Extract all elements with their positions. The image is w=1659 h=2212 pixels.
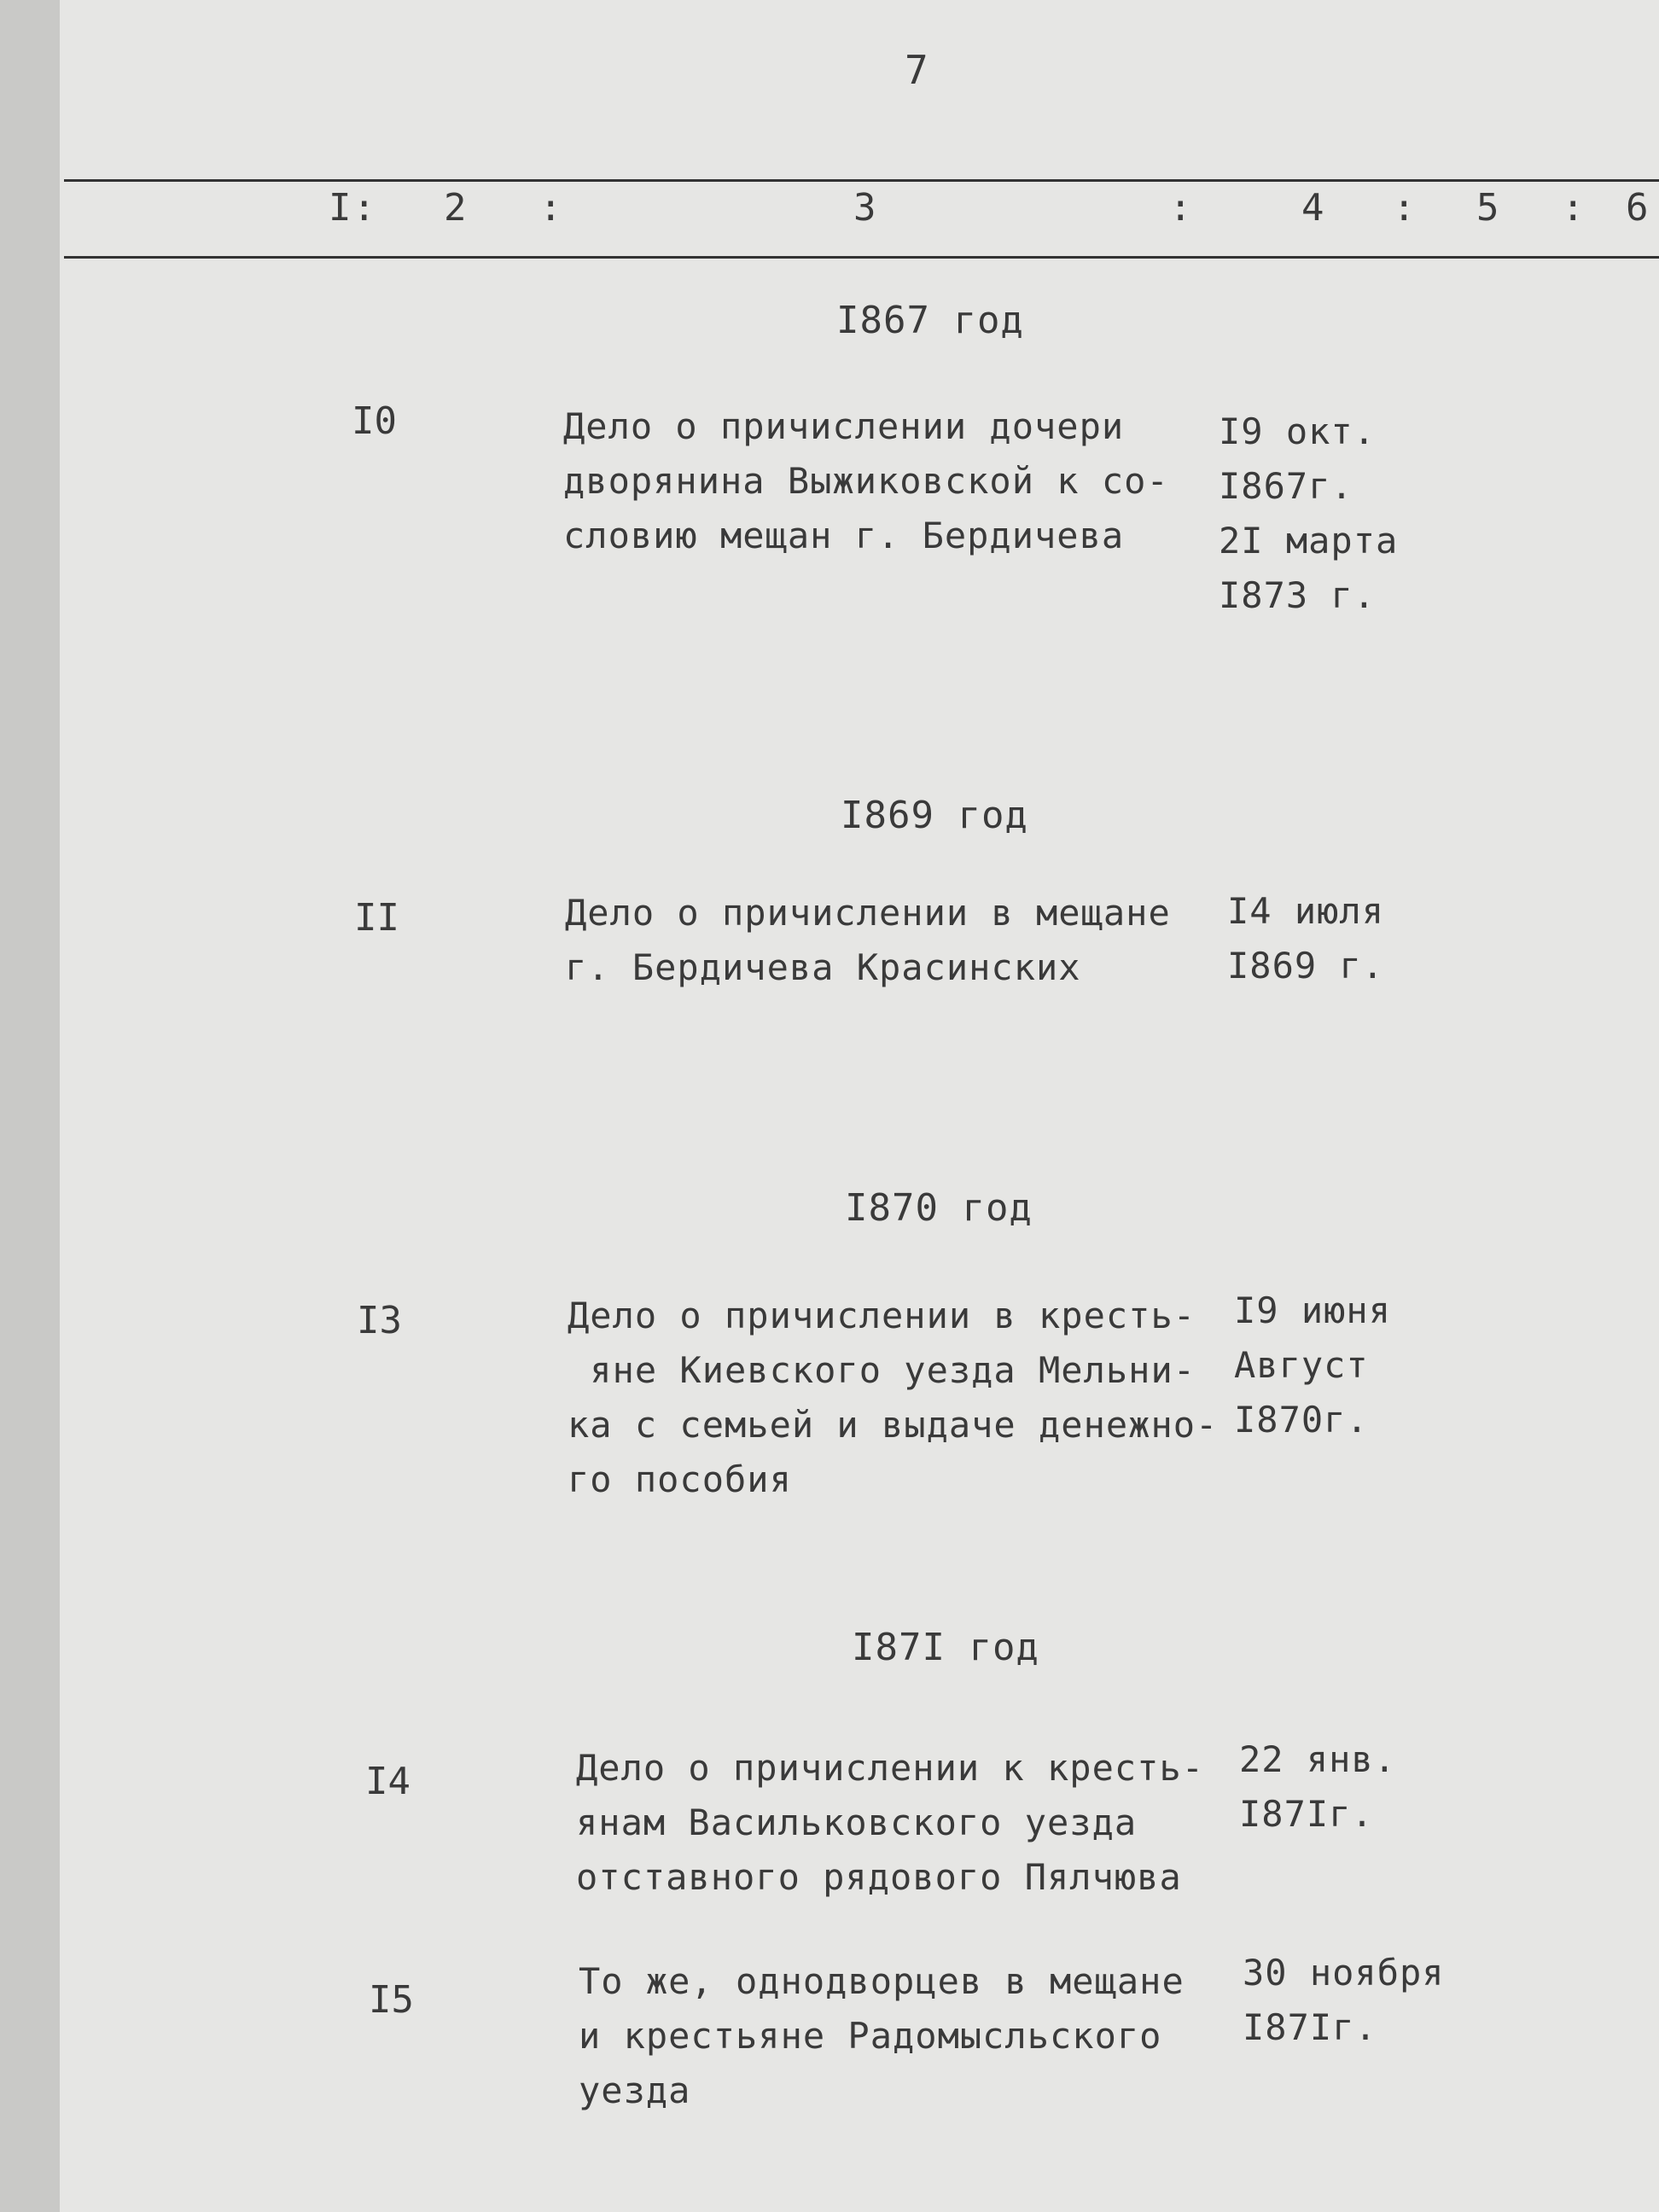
page-binding-edge <box>0 0 61 2212</box>
page-number: 7 <box>905 47 928 93</box>
entry-number: I0 <box>352 399 397 443</box>
entry-number: II <box>354 896 399 940</box>
table-header-bottom-rule <box>64 256 1659 259</box>
column-header: 4 <box>1301 186 1326 230</box>
column-header: 5 <box>1476 186 1501 230</box>
entry-dates: I9 июня Август I870г. <box>1234 1289 1392 1441</box>
table-header-top-rule <box>64 179 1659 182</box>
year-heading: I869 год <box>841 794 1028 837</box>
entry-description: Дело о причислении в мещане г. Бердичева Красинских <box>565 892 1171 988</box>
column-header: 3 <box>853 186 878 230</box>
entry-number: I3 <box>357 1299 402 1342</box>
column-header: 2 <box>444 186 469 230</box>
entry-dates: 22 янв. I87Iг. <box>1239 1738 1397 1835</box>
column-header: I: <box>329 186 377 230</box>
entry-description: То же, однодворцев в мещане и крестьяне Радомысльского уезда <box>579 1960 1185 2111</box>
entry-dates: 30 ноября I87Iг. <box>1243 1952 1445 2048</box>
column-header: 6 <box>1626 186 1650 230</box>
entry-dates: I9 окт. I867г. 2I марта I873 г. <box>1219 410 1399 616</box>
year-heading: I87I год <box>852 1626 1039 1669</box>
entry-description: Дело о причислении дочери дворянина Выжиковской к со- словию мещан г. Бердичева <box>563 405 1169 556</box>
entry-number: I4 <box>365 1760 410 1803</box>
year-heading: I867 год <box>836 299 1024 342</box>
column-separator: : <box>1169 186 1194 230</box>
column-separator: : <box>539 186 564 230</box>
column-separator: : <box>1562 186 1586 230</box>
entry-number: I5 <box>369 1978 414 2022</box>
entry-dates: I4 июля I869 г. <box>1227 890 1385 987</box>
column-separator: : <box>1393 186 1417 230</box>
year-heading: I870 год <box>845 1186 1033 1230</box>
entry-description: Дело о причислении в кресть- яне Киевского уезда Мельни- ка с семьей и выдаче денежно- го пособия <box>568 1295 1219 1500</box>
entry-description: Дело о причислении к кресть- янам Васильковского уезда отставного рядового Пялчюва <box>576 1747 1205 1898</box>
